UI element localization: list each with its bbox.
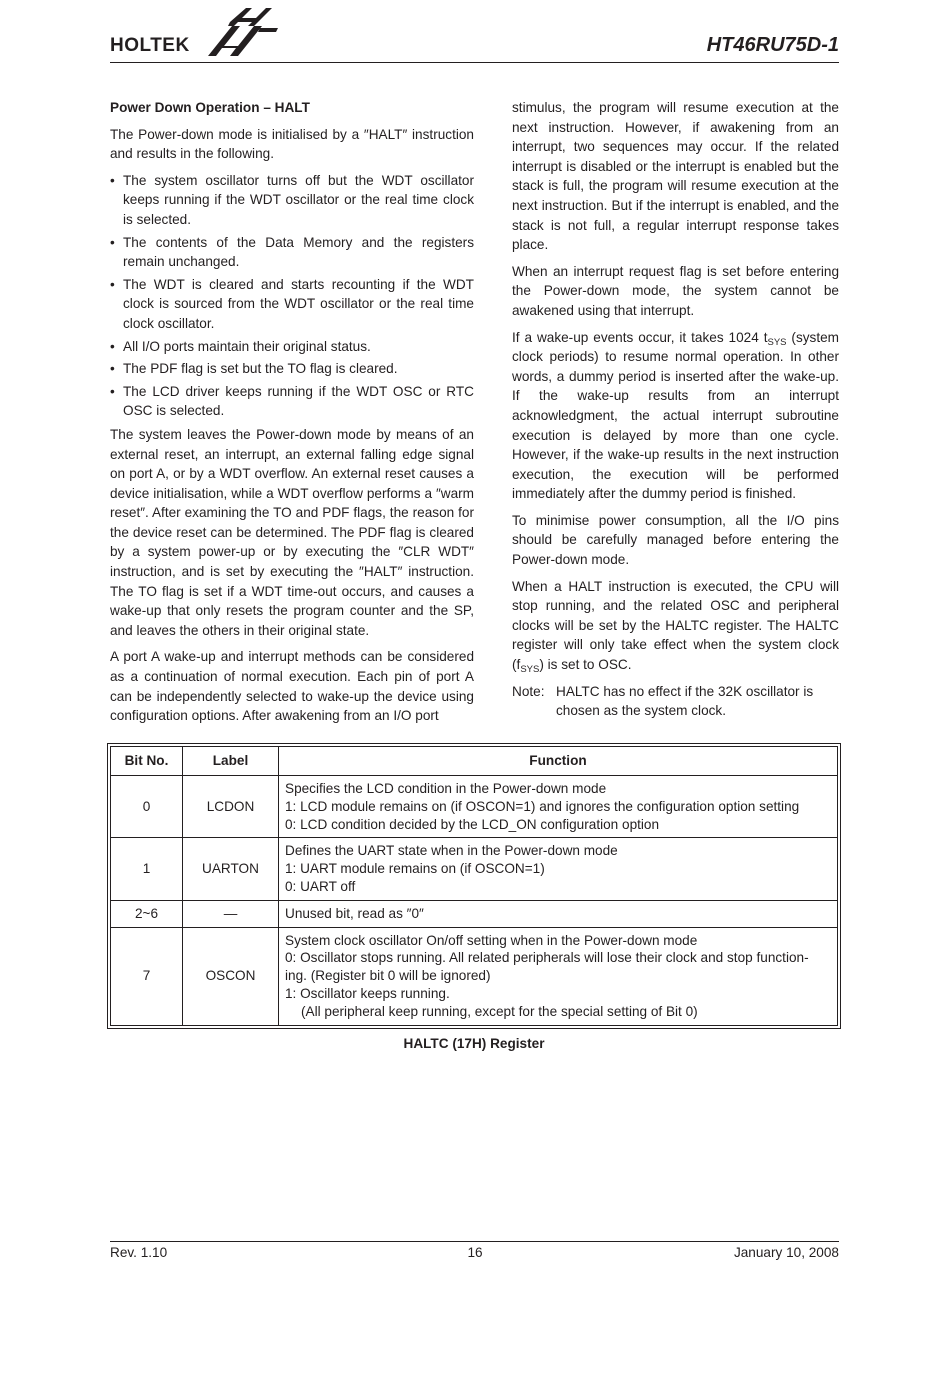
list-item: • The system oscillator turns off but the WDT oscillator keeps running if the WDT oscillator or the real time clock is selected. — [110, 171, 474, 230]
column-header-function: Function — [279, 747, 838, 776]
holtek-logo — [110, 8, 280, 60]
right-column — [512, 98, 839, 721]
label-cell: OSCON — [183, 927, 279, 1025]
column-header-label: Label — [183, 747, 279, 776]
bit-cell: 2~6 — [111, 900, 183, 927]
note-text: HALTC has no effect if the 32K oscillator is chosen as the system clock. — [556, 683, 814, 719]
port-a-wakeup-paragraph: A port A wake-up and interrupt methods can be considered as a continuation of normal execution. Each pin of port A can be independently selected to wake-up the device using configuration options. After awakening from an I/O port — [110, 649, 474, 724]
left-column — [110, 98, 474, 733]
list-item: • The WDT is cleared and starts recounting if the WDT clock is sourced from the WDT oscillator or the real time clock oscillator. — [110, 275, 474, 334]
list-item: • The PDF flag is set but the TO flag is cleared. — [110, 359, 474, 379]
header-divider — [110, 62, 839, 63]
halt-effects-list — [110, 171, 474, 421]
haltc-paragraph: When a HALT instruction is executed, the CPU will stop running, and the related OSC and peripheral clocks will be set by the HALTC register. The HALTC register will only take effect when the system clock $(f_{SYS})$ is set to OSC. — [512, 578, 839, 676]
page-number: 16 — [467, 1245, 483, 1260]
function-cell: Specifies the LCD condition in the Power-down mode 1: LCD module remains on (if OSCON=1) and ignores the configuration option setting 0: LCD condition decided by the LCD_ON configuration option — [279, 776, 838, 838]
haltc-register-table — [110, 746, 838, 1026]
note-label: Note: — [512, 683, 545, 699]
document-title: HT46RU75D-1 — [706, 34, 839, 56]
logo-mark-icon — [202, 8, 280, 60]
logo-text: HOLTEK — [110, 35, 190, 56]
function-cell: System clock oscillator On/off setting when in the Power-down mode 0: Oscillator stops running. All related peripherals will lose their clock and stop function- ing. (Register bit 0 will be ignored) 1: Oscillator keeps running. (All peripheral keep running, except for the special setting of Bit 0) — [279, 927, 838, 1025]
note — [512, 682, 839, 721]
table-row — [111, 900, 838, 927]
intro-paragraph: The Power-down mode is initialised by a ″HALT″ instruction and results in the following. — [110, 126, 474, 162]
label-cell: UARTON — [183, 838, 279, 900]
column-header-bit: Bit No. — [111, 747, 183, 776]
list-item: • The contents of the Data Memory and the registers remain unchanged. — [110, 233, 474, 272]
function-cell: Defines the UART state when in the Power-down mode 1: UART module remains on (if OSCON=1) 0: UART off — [279, 838, 838, 900]
label-cell: — — [183, 900, 279, 927]
list-item: • The LCD driver keeps running if the WDT OSC or RTC OSC is selected. — [110, 382, 474, 421]
table-caption: HALTC (17H) Register — [403, 1036, 545, 1051]
revision-text: Rev. 1.10 — [110, 1245, 168, 1260]
wakeup-timing-paragraph: If a wake-up events occur, it takes 1024 $t_{SYS}$ (system clock periods) to resume normal operation. In other words, a dummy period is inserted after the wake-up. If the wake-up results from an interrupt acknowledgment, the actual interrupt subroutine execution is delayed by more than one cycle. However, if the wake-up results in the next instruction execution, the execution will be performed immediately after the dummy period is finished. — [512, 329, 839, 502]
minimise-power-paragraph: To minimise power consumption, all the I/O pins should be carefully managed before entering the Power-down mode. — [512, 512, 839, 568]
bit-cell: 0 — [111, 776, 183, 838]
bit-cell: 7 — [111, 927, 183, 1025]
table-row — [111, 927, 838, 1025]
section-title: Power Down Operation – HALT — [110, 100, 310, 115]
bit-cell: 1 — [111, 838, 183, 900]
function-cell: Unused bit, read as ″0″ — [279, 900, 838, 927]
leave-power-down-paragraph: The system leaves the Power-down mode by means of an external reset, an interrupt, an external falling edge signal on port A, or by a WDT overflow. An external reset causes a device initialisation, while a WDT overflow performs a ″warm reset″. After examining the TO and PDF flags, the reason for the device reset can be determined. The PDF flag is cleared by a system power-up or by executing the ″CLR WDT″ instruction, and is set by executing the ″HALT″ instruction. The TO flag is set if a WDT time-out occurs, and causes a wake-up that only resets the program counter and the SP, and leaves the others in their original state. — [110, 426, 474, 638]
date-text: January 10, 2008 — [733, 1245, 839, 1260]
footer-divider — [110, 1241, 839, 1242]
continue-paragraph: stimulus, the program will resume execution at the next instruction. However, if awakening from an interrupt, two sequences may occur. If the related interrupt is disabled or the interrupt is enabled but the stack is full, the program will resume execution at the next instruction. But if the interrupt is enabled, and the stack is not full, a regular interrupt response takes place. — [512, 100, 839, 253]
table-header-row — [111, 747, 838, 776]
table-row — [111, 838, 838, 900]
list-item: • All I/O ports maintain their original status. — [110, 337, 474, 357]
interrupt-flag-paragraph: When an interrupt request flag is set before entering the Power-down mode, the system cannot be awakened using that interrupt. — [512, 263, 839, 318]
table-row — [111, 776, 838, 838]
label-cell: LCDON — [183, 776, 279, 838]
